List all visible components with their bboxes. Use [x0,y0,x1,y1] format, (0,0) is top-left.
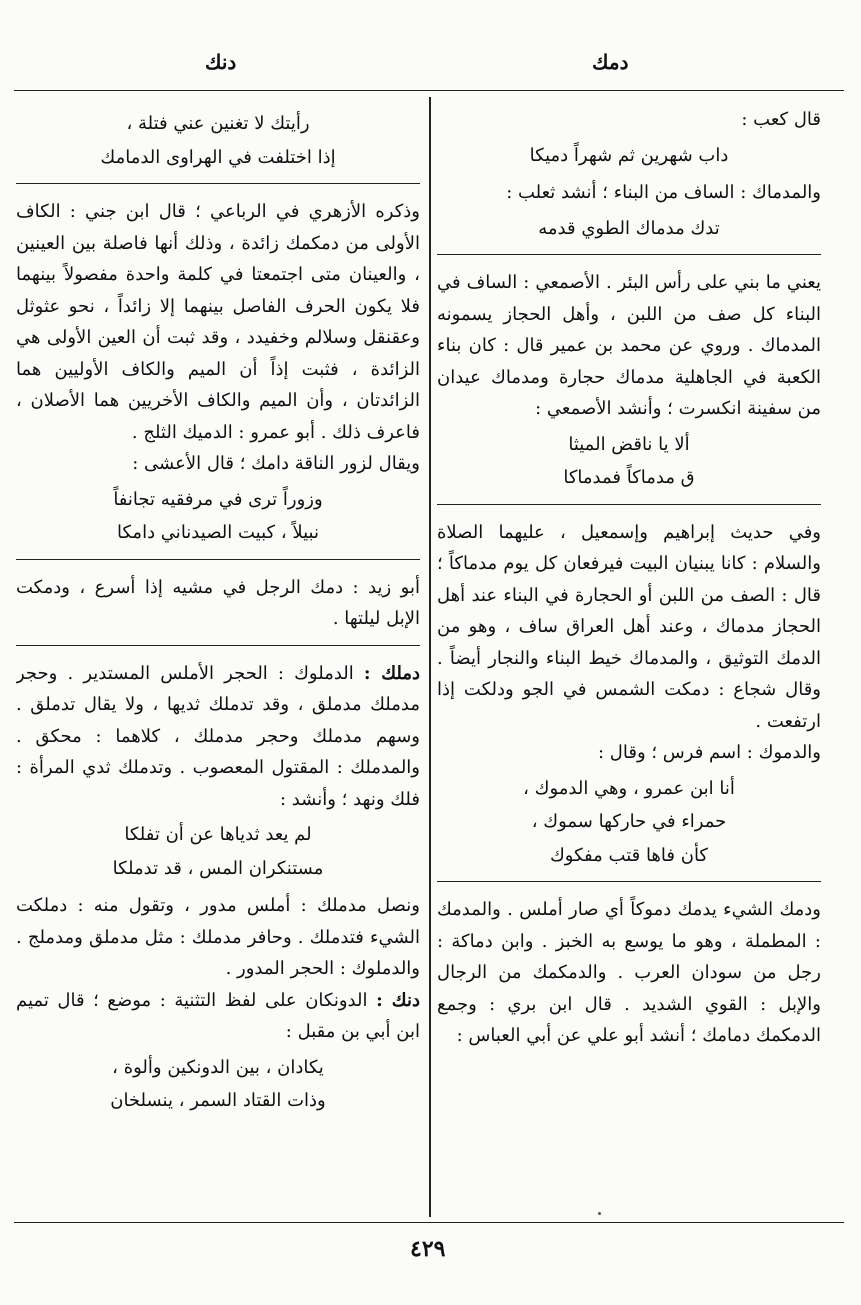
verse-line: داب شهرين ثم شهراً دميكا [529,144,729,166]
verse-line: مستنكران المس ، قد تدملكا [112,857,324,879]
verse-block [16,108,420,173]
verse-block [437,213,821,245]
paragraph: والدموك : اسم فرس ؛ وقال : [597,742,821,763]
page-header-right: دمك [592,50,629,74]
verse-line: لم يعد ثدياها عن أن تفلكا [124,824,312,845]
right-column [437,104,821,1215]
verse-block [437,429,821,494]
verse-block [437,773,821,872]
entry-separator [437,881,821,882]
paragraph: ويقال لزور الناقة دامك ؛ قال الأعشى : [132,453,420,474]
paragraph [16,658,420,816]
entry-separator [437,504,821,505]
footer-rule [14,1222,844,1223]
entry-headword: دملك : [363,662,420,684]
paragraph: والمدماك : الساف من البناء ؛ أنشد ثعلب : [506,182,821,203]
header-rule [14,90,844,91]
page-number: ٤٢٩ [410,1236,446,1262]
verse-line: وزوراً ترى في مرفقيه تجانفاً [113,488,323,510]
verse-line: ألا يا ناقض الميثا [568,433,690,455]
entry-separator [16,183,420,184]
verse-line: أنا ابن عمرو ، وهي الدموك ، [523,777,735,799]
paragraph: وذكره الأزهري في الرباعي ؛ قال ابن جني : الكاف الأولى من دمكمك زائدة ، وذلك أنها فاصلة بين العينين ، والعينان متى اجتمعتا في كلمة واحدة مفصولاً بينهما فلا يكون الحرف الفاصل بينهما إلا زائداً ، نحو عثوثل وعقنقل وسلالم وخفيدد ، وقد ثبت أن العين الأولى هي الزائدة ، فثبت إذاً أن الميم والكاف الأوليين هما الزائدتان ، وأن الميم والكاف الأخريين هما الأصلان ، فاعرف ذلك . أبو عمرو : الدميك الثلج . [16,201,420,443]
paragraph: قال كعب : [741,109,821,130]
entry-separator [16,559,420,560]
entry-separator [16,645,420,646]
verse-line: رأيتك لا تغنين عني فتلة ، [126,113,310,134]
column-divider [429,97,431,1217]
verse-block [16,484,420,549]
page-header-left: دنك [205,50,237,74]
paragraph: ونصل مدملك : أملس مدور ، وتقول منه : دملكت الشيء فتدملك . وحافر مدملك : مثل مدملق ومدملج . والدملوك : الحجر المدور . [16,895,420,979]
paragraph [16,985,420,1048]
paragraph: ودمك الشيء يدمك دموكاً أي صار أملس . والمدمك : المطملة ، وهو ما يوسع به الخبز . وابن دماكة : رجل من سودان العرب . والدمكمك من الرجال والإبل : القوي الشديد . قال ابن بري : وجمع الدمكمك دمامك ؛ أنشد أبو علي عن أبي العباس : [437,899,821,1046]
entry-separator [437,254,821,255]
paragraph: يعني ما بني على رأس البئر . الأصمعي : الساف في البناء كل صف من اللبن ، وأهل الحجاز يسمونه المدماك . وروي عن محمد بن عمير قال : كان بناء الكعبة في الجاهلية مدماك حجارة ومدماك عيدان من سفينة انكسرت ؛ وأنشد الأصمعي : [437,272,821,419]
entry-text: الدملوك : الحجر الأملس المستدير . وحجر مدملك مدملق ، وقد تدملك ثديها ، ولا يقال تدملق . وسهم مدملك وحجر مدملك ، كلاهما : محكق . والمدملك : المقتول المعصوب . وتدملك ثدي المرأة : فلك ونهد ؛ وأنشد : [16,662,420,810]
verse-line: إذا اختلفت في الهراوى الدمامك [100,146,336,168]
verse-line: وذات القتاد السمر ، ينسلخان [110,1090,326,1111]
verse-line: ق مدماكاً فمدماكا [563,467,695,488]
verse-block [437,140,821,172]
verse-line: يكادان ، بين الدونكين وألوة ، [112,1056,324,1078]
entry-headword: دنك : [376,989,420,1011]
paragraph: وفي حديث إبراهيم وإسمعيل ، عليهما الصلاة والسلام : كانا يبنيان البيت فيرفعان كل يوم مدماكاً ؛ قال : الصف من اللبن أو الحجارة في البناء عند أهل الحجاز مدماك ، وعند أهل العراق ساف ، وهو من الدمك التوثيق ، والمدماك خيط البناء والنجار أيضاً . وقال شجاع : دمكت الشمس في الجو ودلكت إذا ارتفعت . [437,521,821,732]
verse-line: كأن فاها قتب مفكوك [549,844,709,866]
verse-block [16,1052,420,1117]
paragraph: أبو زيد : دمك الرجل في مشيه إذا أسرع ، ودمكت الإبل ليلتها . [16,576,420,629]
verse-line: نبيلاً ، كبيت الصيدناني دامكا [117,522,319,543]
verse-line: تدك مدماك الطوي قدمه [538,217,720,239]
left-column [16,104,420,1215]
print-speck [598,1212,601,1215]
entry-text: الدونكان على لفظ التثنية : موضع ؛ قال تميم ابن أبي بن مقبل : [16,989,420,1042]
verse-block [16,819,420,884]
verse-line: حمراء في حاركها سموك ، [531,811,727,832]
